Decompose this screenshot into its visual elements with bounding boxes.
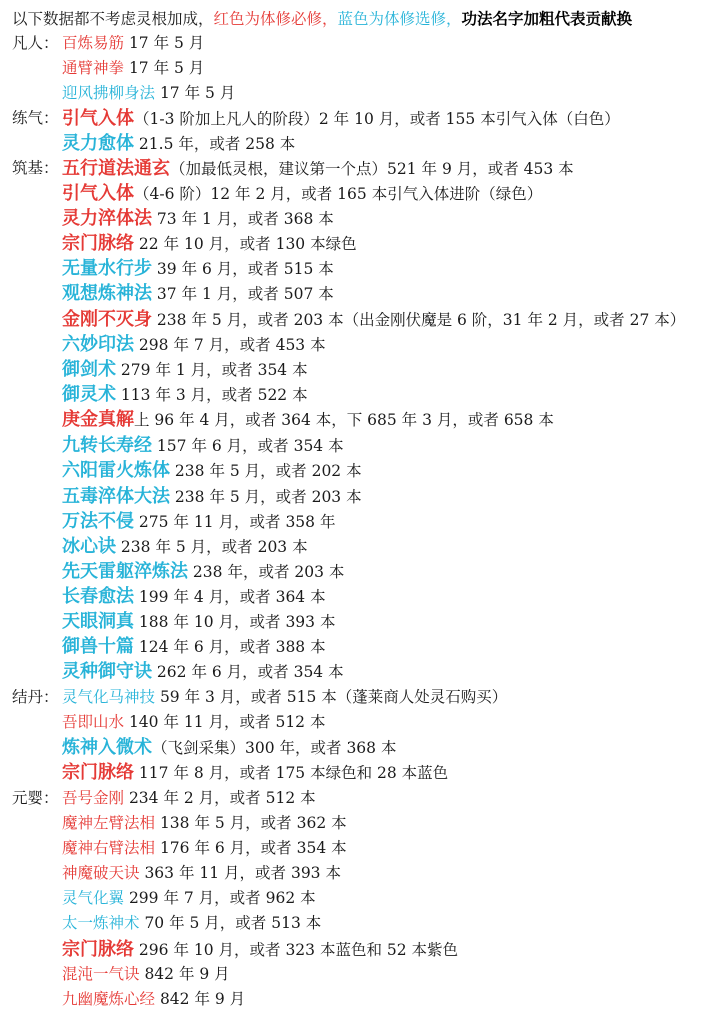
technique-name: 御剑术 <box>62 359 116 380</box>
technique-name: 百炼易筋 <box>62 34 125 52</box>
technique-detail: 199 年 4 月，或者 364 本 <box>134 588 326 606</box>
technique-row <box>0 307 720 332</box>
technique-name: 引气入体 <box>62 108 134 129</box>
technique-row <box>0 181 720 206</box>
technique-entry <box>62 56 204 81</box>
realm-label: 凡人： <box>12 34 59 52</box>
technique-name: 魔神左臂法相 <box>62 814 156 832</box>
technique-row <box>0 760 720 785</box>
technique-name: 冰心诀 <box>62 536 116 557</box>
technique-name: 灵种御守诀 <box>62 661 152 682</box>
technique-row <box>0 458 720 483</box>
technique-detail: 238 年 5 月，或者 203 本 <box>170 488 362 506</box>
technique-row <box>0 407 720 432</box>
intro-note: 以下数据都不考虑灵根加成， <box>12 10 214 28</box>
technique-detail: 上 96 年 4 月，或者 364 本，下 685 年 3 月，或者 658 本 <box>134 411 554 429</box>
technique-entry <box>62 886 316 911</box>
technique-row <box>0 509 720 534</box>
technique-entry <box>62 156 574 182</box>
technique-name: 长春愈法 <box>62 586 134 607</box>
technique-entry <box>62 332 326 358</box>
technique-entry <box>62 861 341 886</box>
technique-detail: 238 年 5 月，或者 203 本（出金刚伏魔是 6 阶，31 年 2 月，或者 27 本） <box>152 311 686 329</box>
technique-row <box>0 659 720 684</box>
technique-row <box>0 786 720 811</box>
technique-detail: 842 年 9 月 <box>139 965 230 983</box>
technique-entry <box>62 937 458 963</box>
technique-name: 九幽魔炼心经 <box>62 990 156 1008</box>
technique-entry <box>62 281 334 307</box>
technique-detail: 842 年 9 月 <box>155 990 246 1008</box>
technique-row <box>0 382 720 407</box>
technique-entry <box>62 962 230 987</box>
technique-detail: 117 年 8 月，或者 175 本绿色和 28 本蓝色 <box>134 764 449 782</box>
technique-name: 吾号金刚 <box>62 789 125 807</box>
technique-name: 灵气化马神技 <box>62 688 156 706</box>
technique-row <box>0 206 720 231</box>
technique-row <box>0 886 720 911</box>
technique-detail: 238 年，或者 203 本 <box>188 563 345 581</box>
technique-entry <box>62 710 325 735</box>
realm-label: 练气： <box>12 109 59 127</box>
technique-entry <box>62 786 316 811</box>
technique-name: 宗门脉络 <box>62 762 134 783</box>
technique-name: 宗门脉络 <box>62 939 134 960</box>
technique-entry <box>62 584 326 610</box>
technique-name: 九转长寿经 <box>62 435 152 456</box>
technique-entry <box>62 559 344 585</box>
technique-detail: 298 年 7 月，或者 453 本 <box>134 336 326 354</box>
technique-detail: 124 年 6 月，或者 388 本 <box>134 638 326 656</box>
technique-row <box>0 634 720 659</box>
technique-entry <box>62 534 308 560</box>
technique-detail: 234 年 2 月，或者 512 本 <box>124 789 316 807</box>
technique-entry <box>62 31 204 56</box>
technique-detail: （4-6 阶）12 年 2 月，或者 165 本引气入体进阶（绿色） <box>134 185 543 203</box>
technique-name: 太一炼神术 <box>62 914 140 932</box>
technique-detail: （1-3 阶加上凡人的阶段）2 年 10 月，或者 155 本引气入体（白色） <box>134 110 620 128</box>
technique-name: 炼神入微术 <box>62 737 152 758</box>
technique-name: 宗门脉络 <box>62 233 134 254</box>
technique-name: 吾即山水 <box>62 713 125 731</box>
intro-blue-legend: 蓝色为体修选修， <box>337 10 462 28</box>
technique-name: 灵力淬体法 <box>62 208 152 229</box>
technique-entry <box>62 987 245 1012</box>
technique-row <box>0 937 720 962</box>
technique-entry <box>62 911 321 936</box>
technique-row <box>0 131 720 156</box>
technique-row <box>0 987 720 1012</box>
technique-row <box>0 584 720 609</box>
technique-detail: 262 年 6 月，或者 354 本 <box>152 663 344 681</box>
technique-detail: 188 年 10 月，或者 393 本 <box>134 613 336 631</box>
technique-entry <box>62 609 335 635</box>
technique-row <box>0 811 720 836</box>
technique-entry <box>62 836 347 861</box>
intro-red-legend: 红色为体修必修， <box>213 10 338 28</box>
technique-name: 六妙印法 <box>62 334 134 355</box>
technique-row <box>0 962 720 987</box>
technique-detail: 70 年 5 月，或者 513 本 <box>139 914 322 932</box>
technique-row <box>0 56 720 81</box>
technique-name: 引气入体 <box>62 183 134 204</box>
technique-name: 先天雷躯淬炼法 <box>62 561 188 582</box>
technique-detail: 39 年 6 月，或者 515 本 <box>152 260 334 278</box>
technique-row <box>0 231 720 256</box>
technique-name: 迎风拂柳身法 <box>62 84 156 102</box>
technique-entry <box>62 407 554 433</box>
technique-name: 无量水行步 <box>62 258 152 279</box>
technique-detail: 113 年 3 月，或者 522 本 <box>116 386 308 404</box>
technique-entry <box>62 458 362 484</box>
technique-detail: 279 年 1 月，或者 354 本 <box>116 361 308 379</box>
technique-entry <box>62 81 235 106</box>
technique-row <box>0 156 720 181</box>
technique-entry <box>62 357 308 383</box>
technique-name: 观想炼神法 <box>62 283 152 304</box>
technique-row <box>0 357 720 382</box>
technique-detail: 363 年 11 月，或者 393 本 <box>139 864 341 882</box>
technique-name: 混沌一气诀 <box>62 965 140 983</box>
technique-entry <box>62 256 334 282</box>
technique-detail: 22 年 10 月，或者 130 本绿色 <box>134 235 357 253</box>
technique-detail: 275 年 11 月，或者 358 年 <box>134 513 336 531</box>
realm-label: 筑基： <box>12 159 59 177</box>
technique-entry <box>62 509 335 535</box>
technique-entry <box>62 231 357 257</box>
technique-row <box>0 281 720 306</box>
technique-entry <box>62 307 685 333</box>
technique-detail: 238 年 5 月，或者 202 本 <box>170 462 362 480</box>
technique-row <box>0 433 720 458</box>
technique-entry <box>62 760 448 786</box>
technique-entry <box>62 685 507 710</box>
technique-detail: 157 年 6 月，或者 354 本 <box>152 437 344 455</box>
technique-row <box>0 861 720 886</box>
technique-name: 神魔破天诀 <box>62 864 140 882</box>
technique-row <box>0 735 720 760</box>
technique-entry <box>62 811 347 836</box>
technique-entry <box>62 659 344 685</box>
technique-detail: 21.5 年，或者 258 本 <box>134 135 296 153</box>
technique-row <box>0 332 720 357</box>
technique-detail: （飞剑采集）300 年，或者 368 本 <box>152 739 397 757</box>
technique-name: 灵气化翼 <box>62 889 125 907</box>
technique-detail: 17 年 5 月 <box>124 59 205 77</box>
technique-entry <box>62 634 326 660</box>
technique-name: 魔神右臂法相 <box>62 839 156 857</box>
technique-row <box>0 81 720 106</box>
technique-row <box>0 534 720 559</box>
technique-entry <box>62 181 542 207</box>
technique-entry <box>62 433 344 459</box>
technique-row <box>0 911 720 936</box>
technique-detail: 73 年 1 月，或者 368 本 <box>152 210 334 228</box>
technique-detail: 37 年 1 月，或者 507 本 <box>152 285 334 303</box>
technique-detail: 176 年 6 月，或者 354 本 <box>155 839 347 857</box>
technique-entry <box>62 106 620 132</box>
technique-name: 六阳雷火炼体 <box>62 460 170 481</box>
technique-name: 庚金真解 <box>62 409 134 430</box>
technique-row <box>0 106 720 131</box>
technique-row <box>0 484 720 509</box>
intro-line <box>0 6 720 31</box>
technique-entry <box>62 735 396 761</box>
technique-entry <box>62 382 308 408</box>
technique-detail: 299 年 7 月，或者 962 本 <box>124 889 316 907</box>
technique-name: 万法不侵 <box>62 511 134 532</box>
technique-row <box>0 836 720 861</box>
technique-name: 通臂神拳 <box>62 59 125 77</box>
technique-name: 五毒淬体大法 <box>62 486 170 507</box>
intro-bold-legend: 功法名字加粗代表贡献换 <box>461 9 633 28</box>
technique-entry <box>62 206 334 232</box>
technique-entry <box>62 484 362 510</box>
technique-detail: 140 年 11 月，或者 512 本 <box>124 713 326 731</box>
technique-row <box>0 31 720 56</box>
realm-label: 元婴： <box>12 789 59 807</box>
technique-detail: 17 年 5 月 <box>155 84 236 102</box>
technique-row <box>0 559 720 584</box>
technique-detail: 59 年 3 月，或者 515 本（蓬莱商人处灵石购买） <box>155 688 508 706</box>
technique-row <box>0 256 720 281</box>
technique-entry <box>62 131 295 157</box>
technique-detail: 138 年 5 月，或者 362 本 <box>155 814 347 832</box>
technique-row <box>0 710 720 735</box>
technique-detail: 296 年 10 月，或者 323 本蓝色和 52 本紫色 <box>134 941 459 959</box>
technique-detail: （加最低灵根，建议第一个点）521 年 9 月，或者 453 本 <box>170 160 574 178</box>
technique-name: 灵力愈体 <box>62 133 134 154</box>
technique-name: 御灵术 <box>62 384 116 405</box>
technique-name: 金刚不灭身 <box>62 309 152 330</box>
technique-name: 御兽十篇 <box>62 636 134 657</box>
technique-row <box>0 685 720 710</box>
technique-detail: 17 年 5 月 <box>124 34 205 52</box>
technique-name: 天眼洞真 <box>62 611 134 632</box>
technique-row <box>0 609 720 634</box>
technique-detail: 238 年 5 月，或者 203 本 <box>116 538 308 556</box>
realm-label: 结丹： <box>12 688 59 706</box>
technique-name: 五行道法通玄 <box>62 158 170 179</box>
